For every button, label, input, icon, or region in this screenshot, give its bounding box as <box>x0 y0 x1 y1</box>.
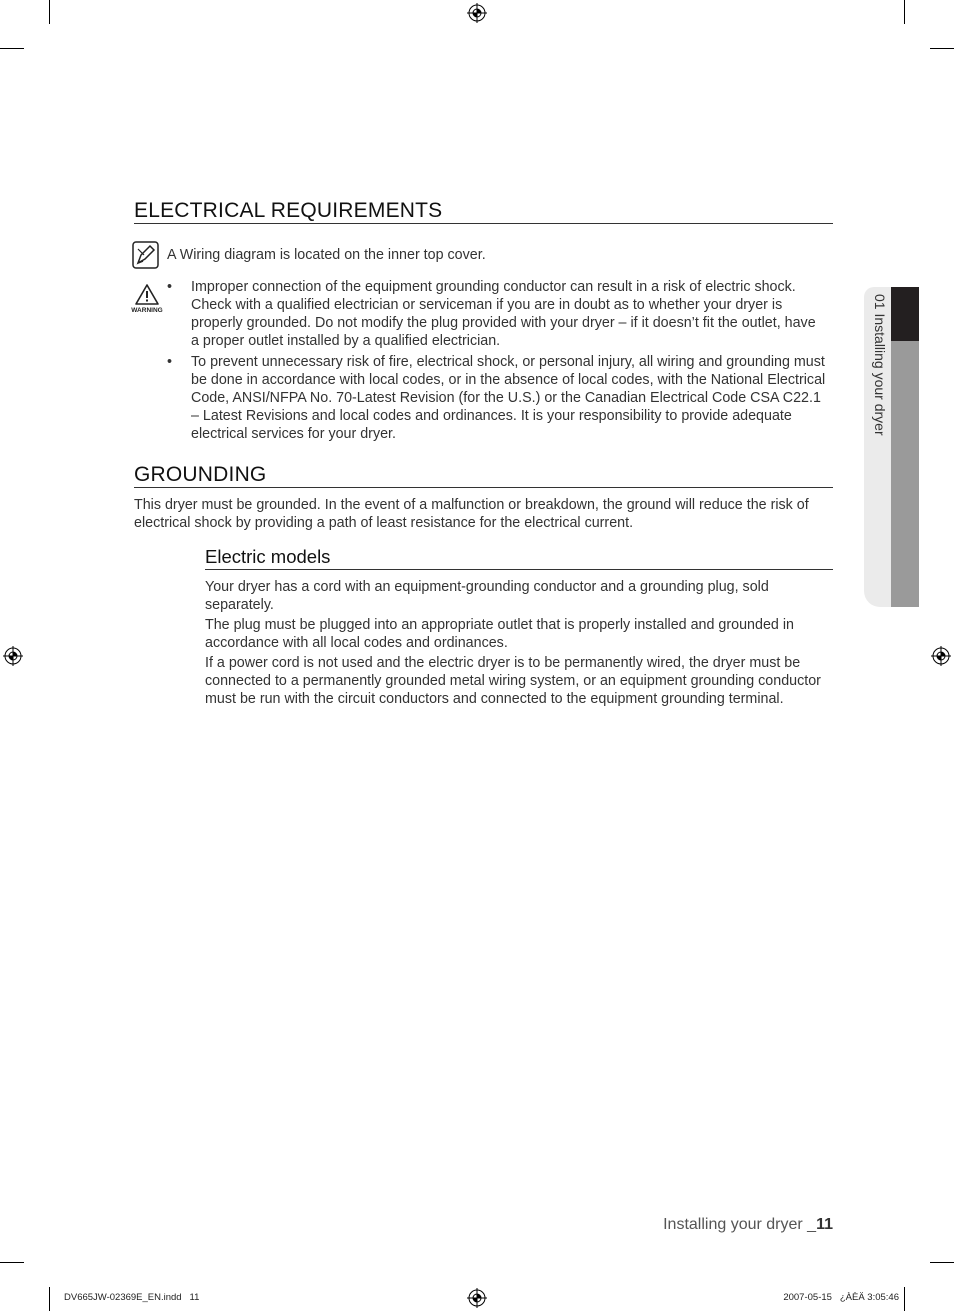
chapter-side-tab-label: 01 Installing your dryer <box>872 294 888 436</box>
bullet-text: To prevent unnecessary risk of fire, electrical shock, or personal injury, all wiring and grounding must be done in accordance with local codes, or in the absence of local codes, with the National Electrical Code, ANSI/NFPA No. 70-Latest Revision (for the U.S.) or the Canadian Electrical Code CSA C22.1 – Latest Revisions and local codes and ordinances. It is your responsibility to provide adequate electrical services for your dryer. <box>191 354 826 442</box>
electric-models-paragraphs <box>205 578 827 710</box>
slug-timestamp: 2007-05-15 ¿ÀÈÄ 3:05:46 <box>783 1292 899 1303</box>
crop-mark-bottom-right-horizontal <box>930 1262 954 1263</box>
page-number: 11 <box>816 1216 833 1233</box>
registration-mark-bottom-icon <box>467 1288 487 1308</box>
section-rule-grounding <box>134 487 833 488</box>
paragraph: If a power cord is not used and the electric dryer is to be permanently wired, the dryer must be connected to a permanently grounded metal wiring system, or an equipment grounding conductor must be run with the circuit conductors and connected to the equipment grounding terminal. <box>205 655 821 707</box>
note-icon <box>132 241 159 269</box>
slug-file-name: DV665JW-02369E_EN.indd 11 <box>64 1292 200 1303</box>
warning-bullet-list <box>167 278 827 446</box>
bullet-icon: • <box>167 354 173 370</box>
crop-mark-top-left-vertical <box>49 0 50 24</box>
page-footer <box>663 1216 833 1234</box>
note-text: A Wiring diagram is located on the inner top cover. <box>167 247 486 263</box>
section-title-grounding: GROUNDING <box>134 463 267 486</box>
subsection-title-electric-models: Electric models <box>205 546 331 567</box>
footer-running-title: Installing your dryer _ <box>663 1216 817 1233</box>
registration-mark-left-icon <box>3 646 23 666</box>
registration-mark-top-icon <box>467 3 487 23</box>
crop-mark-bottom-left-vertical <box>49 1287 50 1311</box>
paragraph: The plug must be plugged into an appropriate outlet that is properly installed and grounded in accordance with all local codes and ordinances. <box>205 617 794 651</box>
crop-mark-top-right-vertical <box>904 0 905 24</box>
list-item <box>167 353 827 443</box>
grounding-intro: This dryer must be grounded. In the event of a malfunction or breakdown, the ground will reduce the risk of electrical shock by providing a path of least resistance for the electrical current. <box>134 497 809 531</box>
chapter-side-tab-dark-block <box>891 287 919 341</box>
warning-label: WARNING <box>131 307 163 314</box>
crop-mark-top-right-horizontal <box>930 48 954 49</box>
crop-mark-bottom-left-horizontal <box>0 1262 24 1263</box>
bullet-text: Improper connection of the equipment grounding conductor can result in a risk of electric shock. Check with a qualified electrician or serviceman if you are in doubt as to whether your dryer is properly grounded. Do not modify the plug provided with your dryer – if it doesn’t fit the outlet, have a proper outlet installed by a qualified electrician. <box>191 279 816 349</box>
registration-mark-right-icon <box>931 646 951 666</box>
bullet-icon: • <box>167 279 173 295</box>
subsection-rule-electric-models <box>205 569 833 570</box>
list-item <box>167 278 827 350</box>
paragraph: Your dryer has a cord with an equipment-grounding conductor and a grounding plug, sold separately. <box>205 579 769 613</box>
warning-icon <box>134 283 160 306</box>
crop-mark-bottom-right-vertical <box>904 1287 905 1311</box>
chapter-side-tab-grey-block <box>891 341 919 607</box>
crop-mark-top-left-horizontal <box>0 48 24 49</box>
section-rule-electrical <box>134 223 833 224</box>
section-title-electrical: ELECTRICAL REQUIREMENTS <box>134 199 443 222</box>
